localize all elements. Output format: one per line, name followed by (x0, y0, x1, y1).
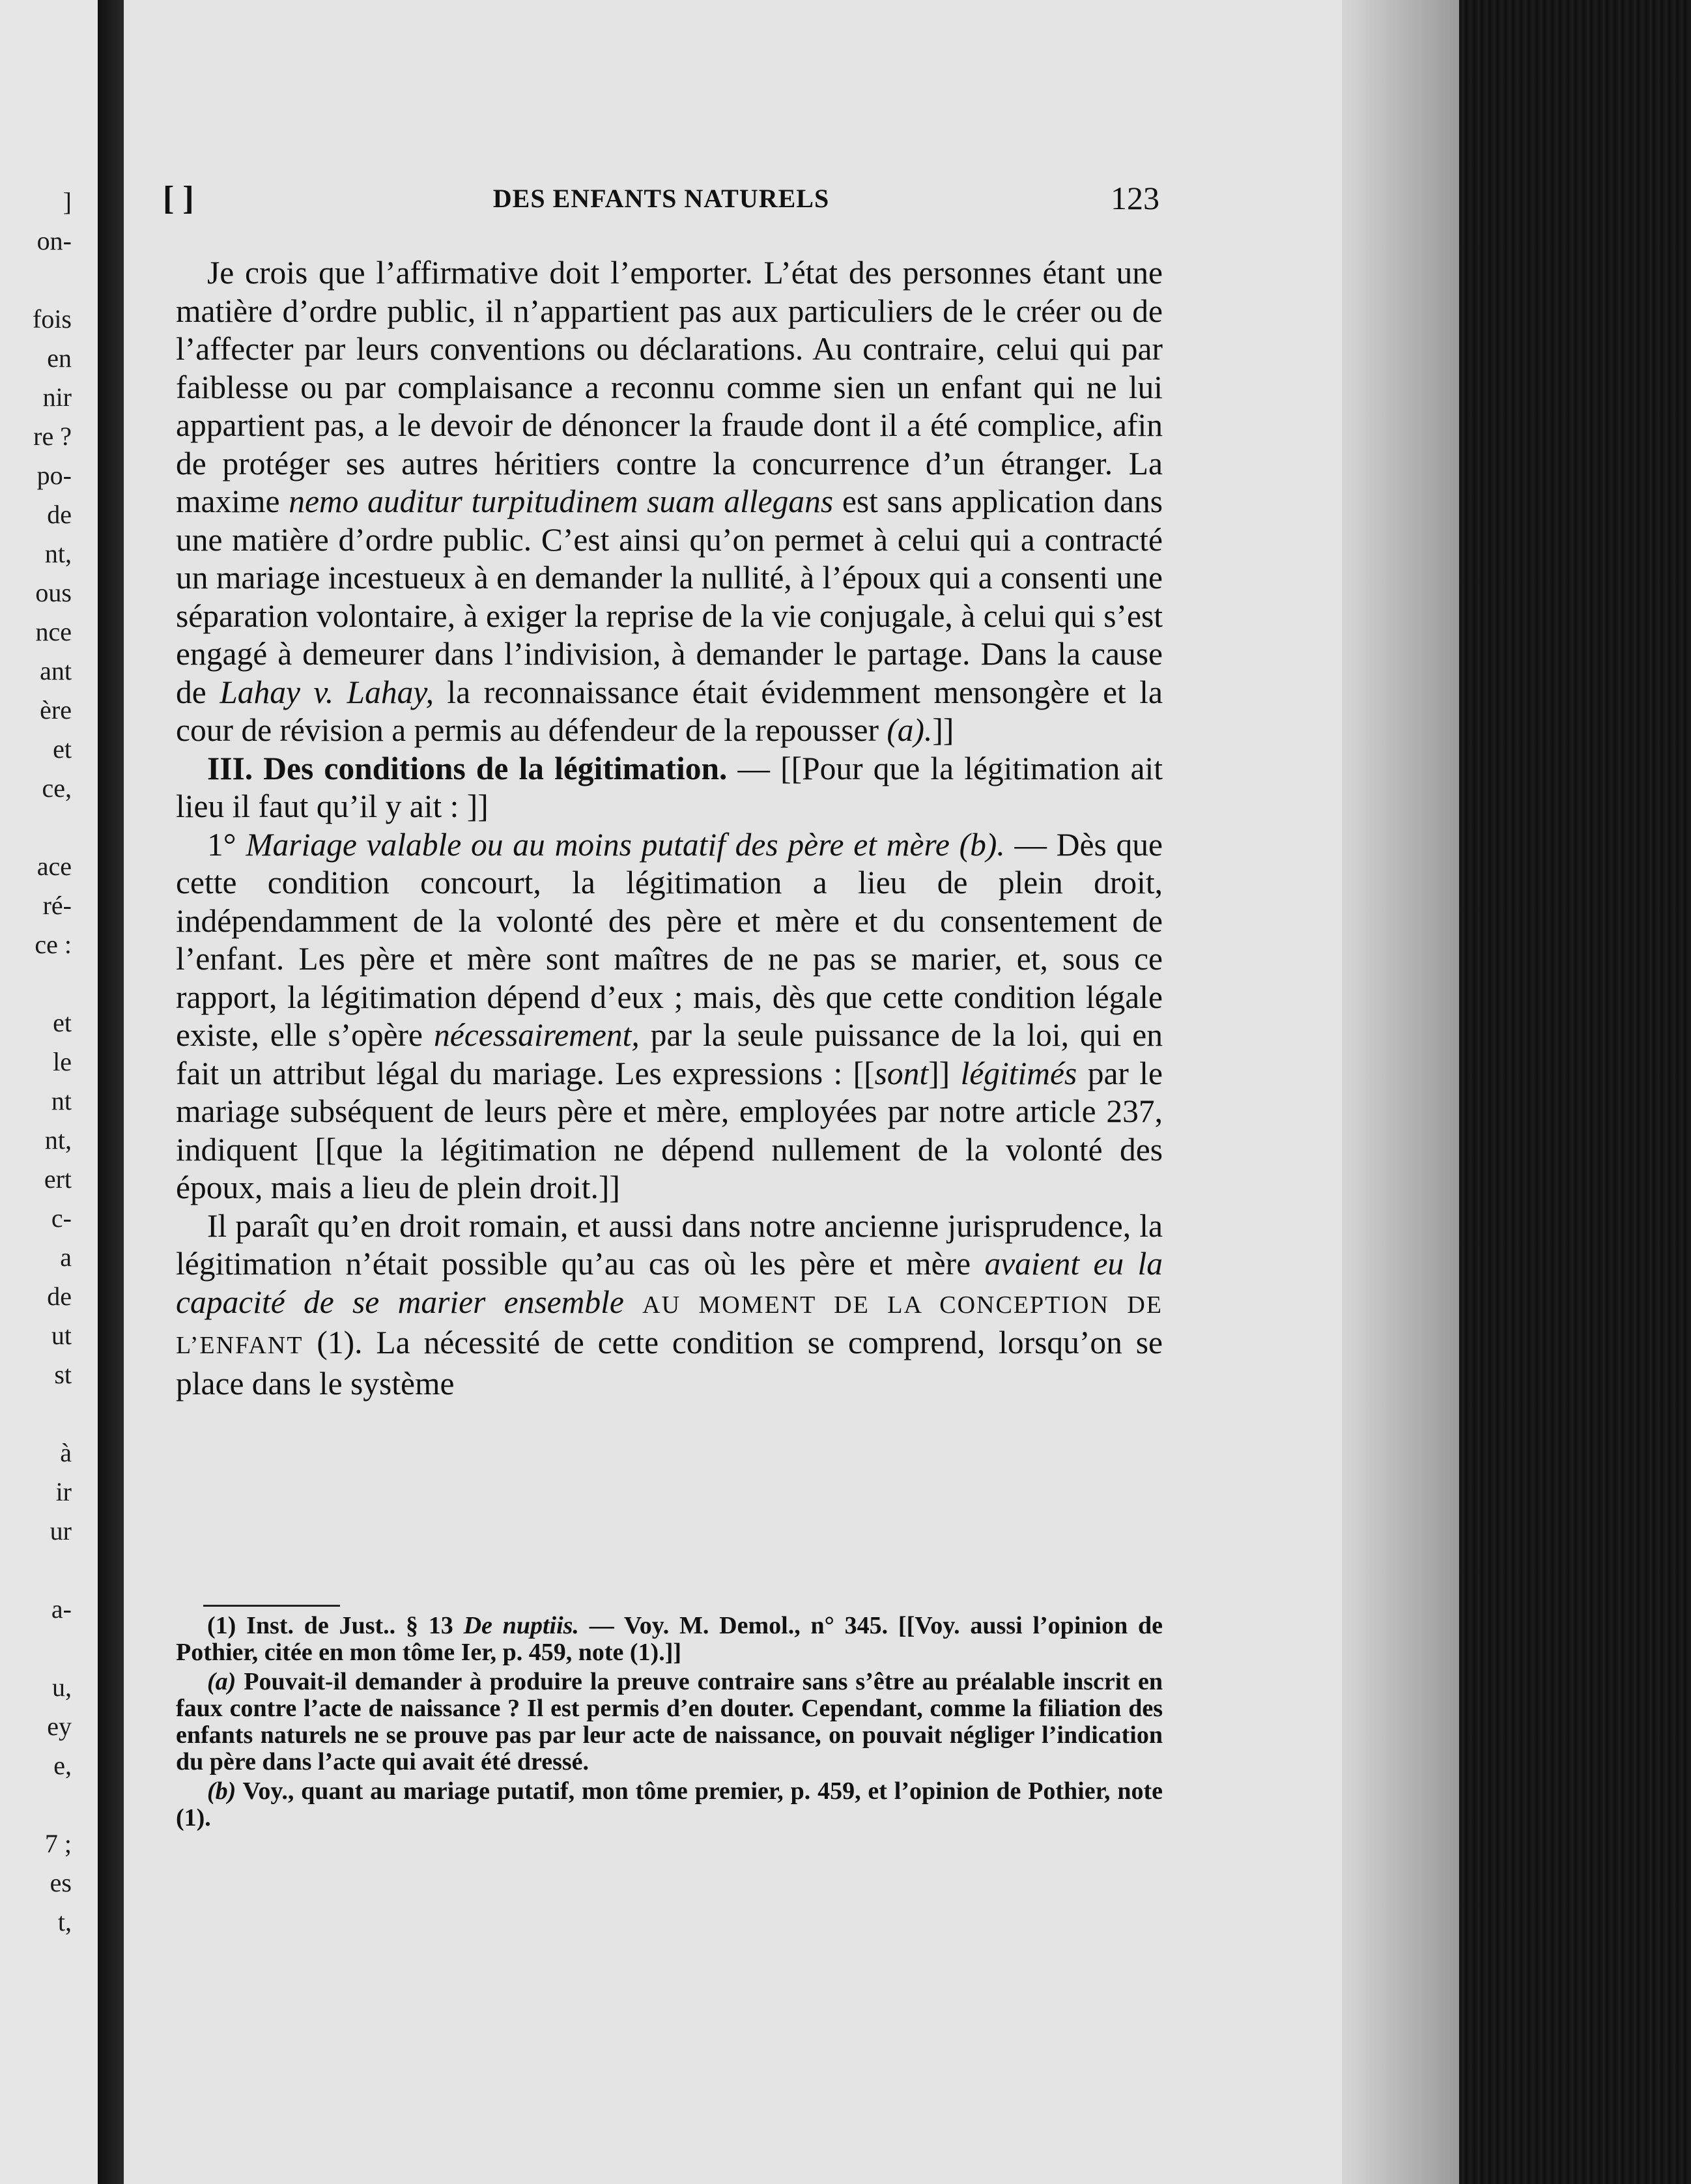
adjacent-page-fragment (0, 964, 72, 1003)
adjacent-page-fragment (0, 261, 72, 300)
adjacent-page-fragment: en (47, 343, 72, 373)
adjacent-page-fragment: nt (51, 1086, 72, 1115)
adjacent-page-fragment: es (50, 1868, 72, 1897)
adjacent-page-fragment: ert (44, 1164, 72, 1194)
adjacent-page-fragment: ace (36, 852, 72, 881)
adjacent-page-fragment: ce, (42, 773, 72, 803)
adjacent-page-fragment: re ? (33, 422, 72, 451)
case-name: Lahay v. Lahay, (220, 674, 434, 710)
adjacent-page-fragment: a- (51, 1594, 72, 1624)
adjacent-page-fragment: ] (63, 187, 72, 216)
book-gutter (98, 0, 124, 2184)
adjacent-page-fragment (0, 1629, 72, 1668)
adjacent-page-fragment: t, (57, 1907, 72, 1936)
running-head (163, 179, 1159, 225)
adjacent-page-fragment: ey (47, 1712, 72, 1741)
adjacent-page-fragment: st (54, 1360, 72, 1389)
main-text (176, 254, 1163, 1403)
adjacent-page-fragment: nir (42, 382, 72, 412)
adjacent-page-fragment: po- (36, 461, 72, 490)
footnote-b: (b) Voy., quant au mariage putatif, mon tôme premier, p. 459, et l’opinion de Pothier, note (1). (176, 1777, 1163, 1832)
adjacent-page-fragment: de (47, 1282, 72, 1311)
editorial-bracket: [ ] (163, 180, 194, 217)
adjacent-page-fragment: et (53, 734, 72, 764)
adjacent-page-fragment: ous (35, 578, 72, 607)
adjacent-page-fragment (0, 1785, 72, 1824)
adjacent-page-fragment: ère (40, 695, 72, 725)
section-title: Des conditions de la légitimation. (263, 750, 728, 786)
adjacent-page-fragment: ur (50, 1516, 72, 1545)
adjacent-page-fragment (0, 808, 72, 847)
adjacent-page-fragment: ré- (42, 891, 72, 920)
adjacent-page-text-fragments (0, 182, 72, 1942)
adjacent-page-fragment: nt, (44, 1125, 72, 1155)
latin-maxim: nemo auditur turpitudinem suam allegans (289, 483, 834, 519)
adjacent-page-fragment: de (47, 500, 72, 529)
footnote-rule (203, 1605, 340, 1607)
adjacent-page-fragment: on- (36, 226, 72, 255)
adjacent-page-fragment: c- (51, 1203, 72, 1233)
adjacent-page-fragment: ir (55, 1477, 72, 1506)
adjacent-page-fragment: 7 ; (44, 1829, 72, 1858)
adjacent-page-fragment: ant (40, 656, 72, 685)
page-edge (1342, 0, 1459, 2184)
section-iii-heading: III. Des conditions de la légitimation. — [[Pour que la légitimation ait lieu il faut qu’il y ait : ]] (176, 750, 1163, 824)
adjacent-page-fragment: ut (51, 1321, 72, 1350)
adjacent-page-fragment: nt, (44, 539, 72, 568)
adjacent-page-fragment: ce : (35, 930, 72, 959)
paragraph-condition-1: 1° Mariage valable ou au moins putatif des père et mère (b). — Dès que cette condition concourt, la légitimation a lieu de plein droit, indépendamment de la volonté des père et mère et du consentement de l’enfant. Les père et mère sont maîtres de ne pas se marier, et, sous ce rapport, la légitimation dépend d’eux ; mais, dès que cette condition légale existe, elle s’opère nécessairement, par la seule puissance de la loi, qui en fait un attribut légal du mariage. Les expressions : [[sont]] légitimés par le mariage subséquent de leurs père et mère, employées par notre article 237, indiquent [[que la légitimation ne dépend nullement de la volonté des époux, mais a lieu de plein droit.]] (176, 826, 1163, 1205)
footnote-a: (a) Pouvait-il demander à produire la preuve contraire sans s’être au préalable inscrit en faux contre l’acte de naissance ? Il est permis d’en douter. Cependant, comme la filiation des enfants naturels ne se prouve pas par leur acte de naissance, on pouvait négliger l’indication du père dans l’acte qui avait été dressé. (176, 1668, 1163, 1775)
adjacent-page-fragment: à (60, 1438, 72, 1467)
footnotes (176, 1613, 1163, 1834)
adjacent-page-fragment: u, (52, 1673, 72, 1702)
adjacent-page-fragment (0, 1551, 72, 1590)
adjacent-page-fragment: et (53, 1008, 72, 1037)
condition-title: Mariage valable ou au moins putatif des père et mère (b). (246, 826, 1005, 863)
adjacent-page-fragment: nce (35, 617, 72, 646)
page-number: 123 (1111, 180, 1159, 216)
book-binding (1459, 0, 1691, 2184)
adjacent-page-strip (0, 0, 98, 2184)
paragraph-affirmative: Je crois que l’affirmative doit l’emporter. L’état des personnes étant une matière d’ordre public, il n’appartient pas aux particuliers de le créer ou de l’affecter par leurs conventions ou déclarations. Au contraire, celui qui par faiblesse ou par complaisance a reconnu comme sien un enfant qui ne lui appartient pas, a le devoir de dénoncer la fraude dont il a été complice, afin de protéger ses autres héritiers contre la concurrence d’un étranger. La maxime nemo auditur turpitudinem suam allegans est sans application dans une matière d’ordre public. C’est ainsi qu’on permet à celui qui a contracté un mariage incestueux à en demander la nullité, à l’époux qui a consenti une séparation volontaire, à exiger la reprise de la vie conjugale, à celui qui s’est engagé à demeurer dans l’indivision, à demander le partage. Dans la cause de Lahay v. Lahay, la reconnaissance était évidemment mensongère et la cour de révision a permis au défendeur de la repousser (a).]] (176, 255, 1163, 748)
running-title: DES ENFANTS NATURELS (492, 184, 830, 213)
footnote-1: (1) Inst. de Just.. § 13 De nuptiis. — Voy. M. Demol., n° 345. [[Voy. aussi l’opinion de Pothier, citée en mon tôme Ier, p. 459, note (1).]] (176, 1612, 1163, 1666)
adjacent-page-fragment: fois (33, 304, 72, 334)
adjacent-page-fragment (0, 1394, 72, 1433)
adjacent-page-fragment: a (60, 1243, 72, 1272)
paragraph-roman-law: Il paraît qu’en droit romain, et aussi dans notre ancienne jurisprudence, la légitimation n’était possible qu’au cas où les père et mère avaient eu la capacité de se marier ensemble AU MOMENT DE LA CONCEPTION DE L’ENFANT (1). La nécessité de cette condition se comprend, lorsqu’on se place dans le système (176, 1207, 1163, 1401)
adjacent-page-fragment: e, (53, 1751, 72, 1780)
note-ref-a: (a). (887, 712, 933, 748)
adjacent-page-fragment: le (53, 1047, 72, 1076)
